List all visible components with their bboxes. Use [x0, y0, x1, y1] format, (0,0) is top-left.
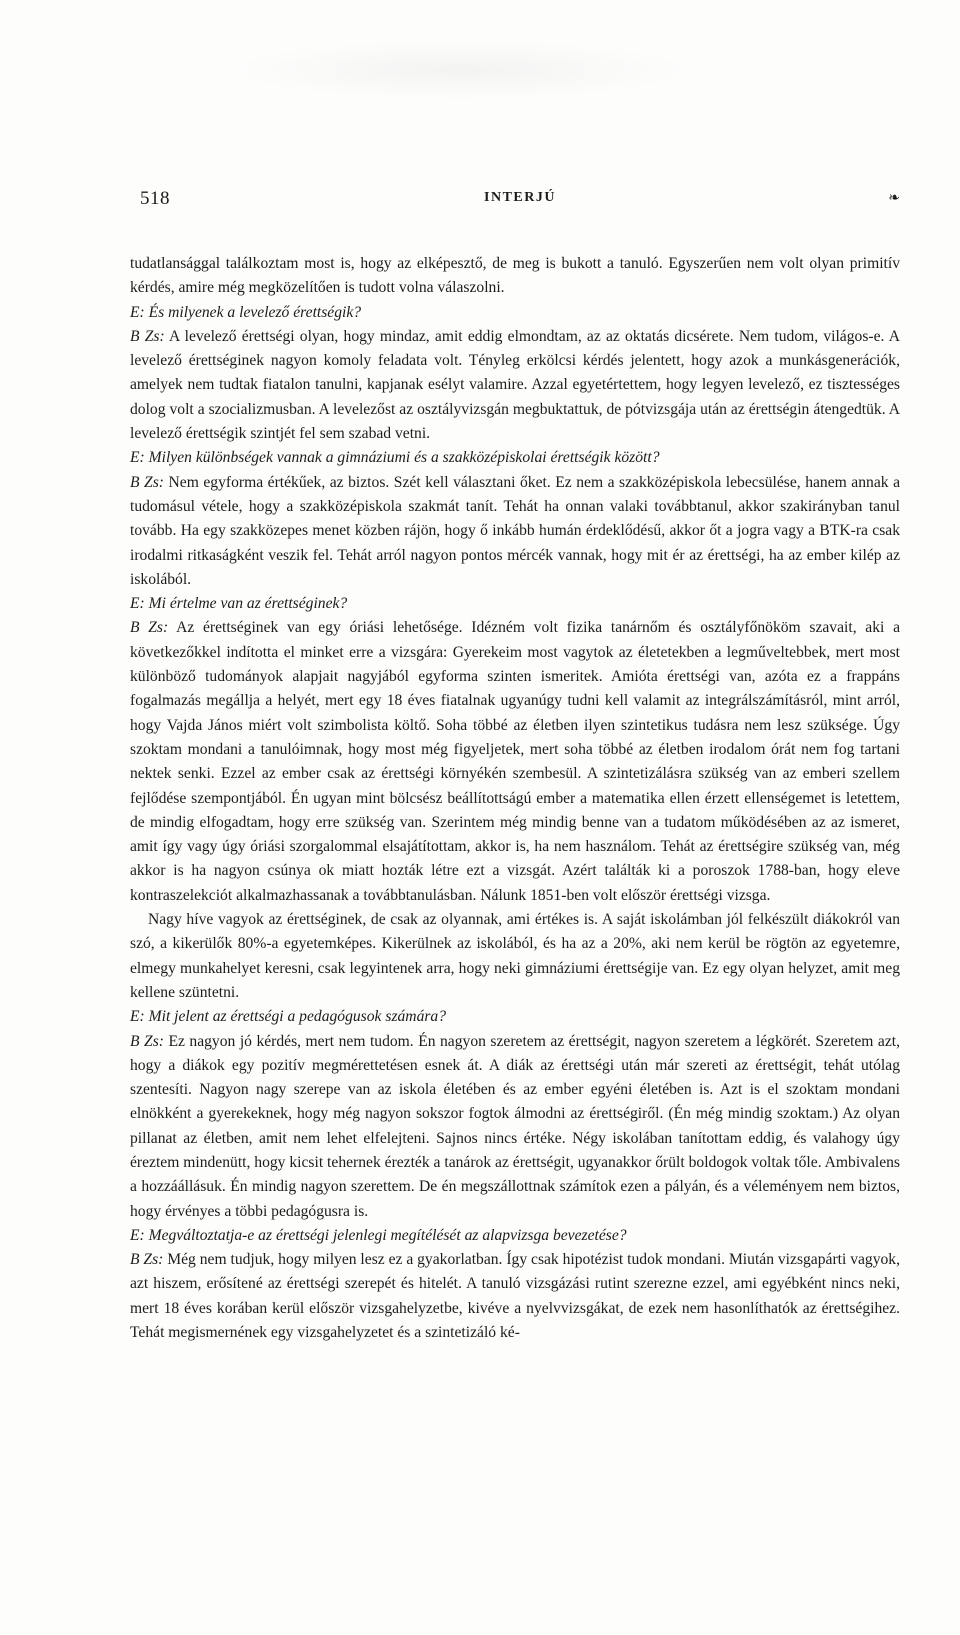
question-text: Megváltoztatja-e az érettségi jelenlegi megítélését az alapvizsga bevezetése?: [148, 1226, 627, 1244]
answer-text: Még nem tudjuk, hogy milyen lesz ez a gyakorlatban. Így csak hipotézist tudok mondani. Miután vizsgapárti vagyok, azt hiszem, erősítené az érettségi szerepét és hitelét. A tanuló vizsgázási rutint szerezne ezzel, ami egyébként nincs neki, mert 18 éves korában kerül először vizsgahelyzetbe, kivéve a nyelvvizsgákat, de ezek nem hasonlíthatók az érettségihez. Tehát megismernének egy vizsgahelyzetet és a szintetizáló ké-: [130, 1251, 901, 1342]
question-text: Mit jelent az érettségi a pedagógusok számára?: [148, 1008, 447, 1026]
interviewer-question: [130, 301, 900, 325]
question-text: És milyenek a levelező érettségik?: [148, 303, 362, 321]
question-text: Milyen különbségek vannak a gimnáziumi és a szakközépiskolai érettségik között?: [148, 449, 660, 467]
scan-artifact: [230, 40, 690, 100]
answer-text: Ez nagyon jó kérdés, mert nem tudom. Én nagyon szeretem az érettségit, nagyon szeretem a légkörét. Szeretem azt, hogy a diákok egy pozitív megmérettetésen esnek át. A diák az érettségi után már szereti az érettségit, tehát utólag szentesíti. Nagyon nagy szerepe van az iskola életében és az ember egyéni életében is. Azt is el szoktam mondani elnökként a gyerekeknek, hogy még nagyon sokszor fogtok álmodni az érettségiről. (Én még mindig szoktam.) Az olyan pillanat az életben, amit nem lehet elfelejteni. Sajnos nincs értéke. Négy iskolában tanítottam eddig, és valahogy úgy éreztem mindenütt, hogy kicsit tehernek érezték a tanárok az érettségit, ugyanakkor őrült boldogok voltak tőle. Ambivalens a hozzáállásuk. Én mindig nagyon szerettem. De én megszállottnak számítok ezen a pályán, és a véleményem nem biztos, hogy érvényes a többi pedagógusra is.: [130, 1032, 900, 1220]
answer-text: A levelező érettségi olyan, hogy mindaz, amit eddig elmondtam, az az oktatás dicsérete. Nem tudom, világos-e. A levelező érettséginek nagyon komoly feladata volt. Tényleg erkölcsi kérdés jelentett, hogy azok a munkásgenerációk, amelyek nem tudtak fiatalon tanulni, kapjanak esélyt valamire. Azzal egyetértettem, hogy legyen levelező, ez tisztességes dolog volt a szocializmusban. A levelezőst az osztályvizsgán megbuktattuk, de pótvizsgája után az érettségin átengedtük. A levelező érettségik szintjét fel sem szabad vetni.: [130, 327, 900, 443]
section-title: INTERJÚ: [484, 190, 556, 205]
interviewer-question: [130, 1224, 900, 1248]
speaker-label: E:: [130, 449, 145, 467]
paragraph-text: tudatlansággal találkoztam most is, hogy az elképesztő, de meg is bukott a tanuló. Egyszerűen nem volt olyan primitív kérdés, amire még megközelítően is tudott volna válaszolni.: [130, 255, 900, 297]
speaker-label: B Zs:: [130, 1251, 164, 1269]
interviewer-question: [130, 592, 900, 616]
interviewee-answer: [130, 1248, 900, 1345]
interviewee-answer: [130, 471, 900, 592]
interviewee-answer: [130, 325, 900, 446]
answer-continuation: [130, 908, 900, 1005]
speaker-label: B Zs:: [130, 327, 165, 345]
speaker-label: E:: [130, 595, 145, 613]
speaker-label: B Zs:: [130, 1032, 164, 1050]
question-text: Mi értelme van az érettséginek?: [148, 595, 348, 613]
running-header: [140, 188, 900, 212]
page-number: 518: [140, 188, 170, 209]
speaker-label: B Zs:: [130, 619, 169, 637]
answer-text: Az érettséginek van egy óriási lehetősége. Idézném volt fizika tanárnőm és osztályfőnököm szavait, aki a következőkkel indította el minket erre a vizsgára: Gyerekeim most vagytok az életetekben a legműveltebbek, mert most különböző tudományok alapjait nagyjából egyforma szinten ismeritek. Amióta érettségi van, azóta ez a frappáns fogalmazás megállja a helyét, mert egy 18 éves fiatalnak ugyanúgy tudni kell valamit az integrálszámításról, mint arról, hogy Vajda János miért volt szimbolista költő. Soha többé az életben ilyen szintetikus tudásra nem lesz szüksége. Úgy szoktam mondani a tanulóimnak, hogy most még figyeljetek, mert soha többé az életben irodalom órát nem fog tartani nektek senki. Ezzel az ember csak az érettségi környékén szembesül. A szintetizálásra szükség van az emberi szellem fejlődése szempontjából. Én ugyan mint bölcsész beállítottságú ember a matematika ellen érzett ellenségemet is letettem, de mindig elfogadtam, hogy erre szükség van. Szerintem még mindig benne van a tudatom működésében az az ismeret, amit így vagy úgy óriási szorgalommal elsajátítottam, akkor is, ha nem használom. Tehát az érettségire szükség van, még akkor is ha nagyon csúnya ok miatt hozták létre ezt a vizsgát. Azért találták ki a poroszok 1788-ban, hogy eleve kontraszelekciót alkalmazhassanak a továbbtanulásban. Nálunk 1851-ben volt először érettségi vizsga.: [130, 619, 901, 904]
paragraph-continuation: [130, 252, 900, 301]
interviewee-answer: [130, 1030, 900, 1224]
interviewer-question: [130, 446, 900, 470]
speaker-label: E:: [130, 1008, 145, 1026]
interviewer-question: [130, 1005, 900, 1029]
speaker-label: E:: [130, 1226, 145, 1244]
interview-text: [130, 252, 900, 1345]
answer-text: Nagy híve vagyok az érettséginek, de csak az olyannak, ami értékes is. A saját iskolámban jól felkészült diákokról van szó, a kikerülők 80%-a egyetemképes. Kikerülnek az iskolából, és ha az a 20%, aki nem kerül be rögtön az egyetemre, elmegy munkahelyet keresni, csak legyintenek arra, hogy neki gimnáziumi érettségije van. Ez egy olyan helyzet, amit meg kellene szüntetni.: [130, 911, 900, 1001]
interviewee-answer: [130, 616, 900, 908]
leaf-ornament-icon: ❧: [888, 191, 900, 206]
speaker-label: E:: [130, 303, 145, 321]
speaker-label: B Zs:: [130, 473, 164, 491]
answer-text: Nem egyforma értékűek, az biztos. Szét kell választani őket. Ez nem a szakközépiskola lebecsülése, hanem annak a tudomásul vétele, hogy a szakközépiskola szakmát tanít. Tehát ha onnan valaki továbbtanul, akkor szakirányban tanul tovább. Ha egy szakközepes menet közben rájön, hogy ő inkább humán érdeklődésű, akkor őt a jogra vagy a BTK-ra csak irodalmi ritkaságként veszik fel. Tehát arról nagyon pontos mércék vannak, hogy mit ér az érettségi, ha az ember kilép az iskolából.: [130, 473, 900, 588]
